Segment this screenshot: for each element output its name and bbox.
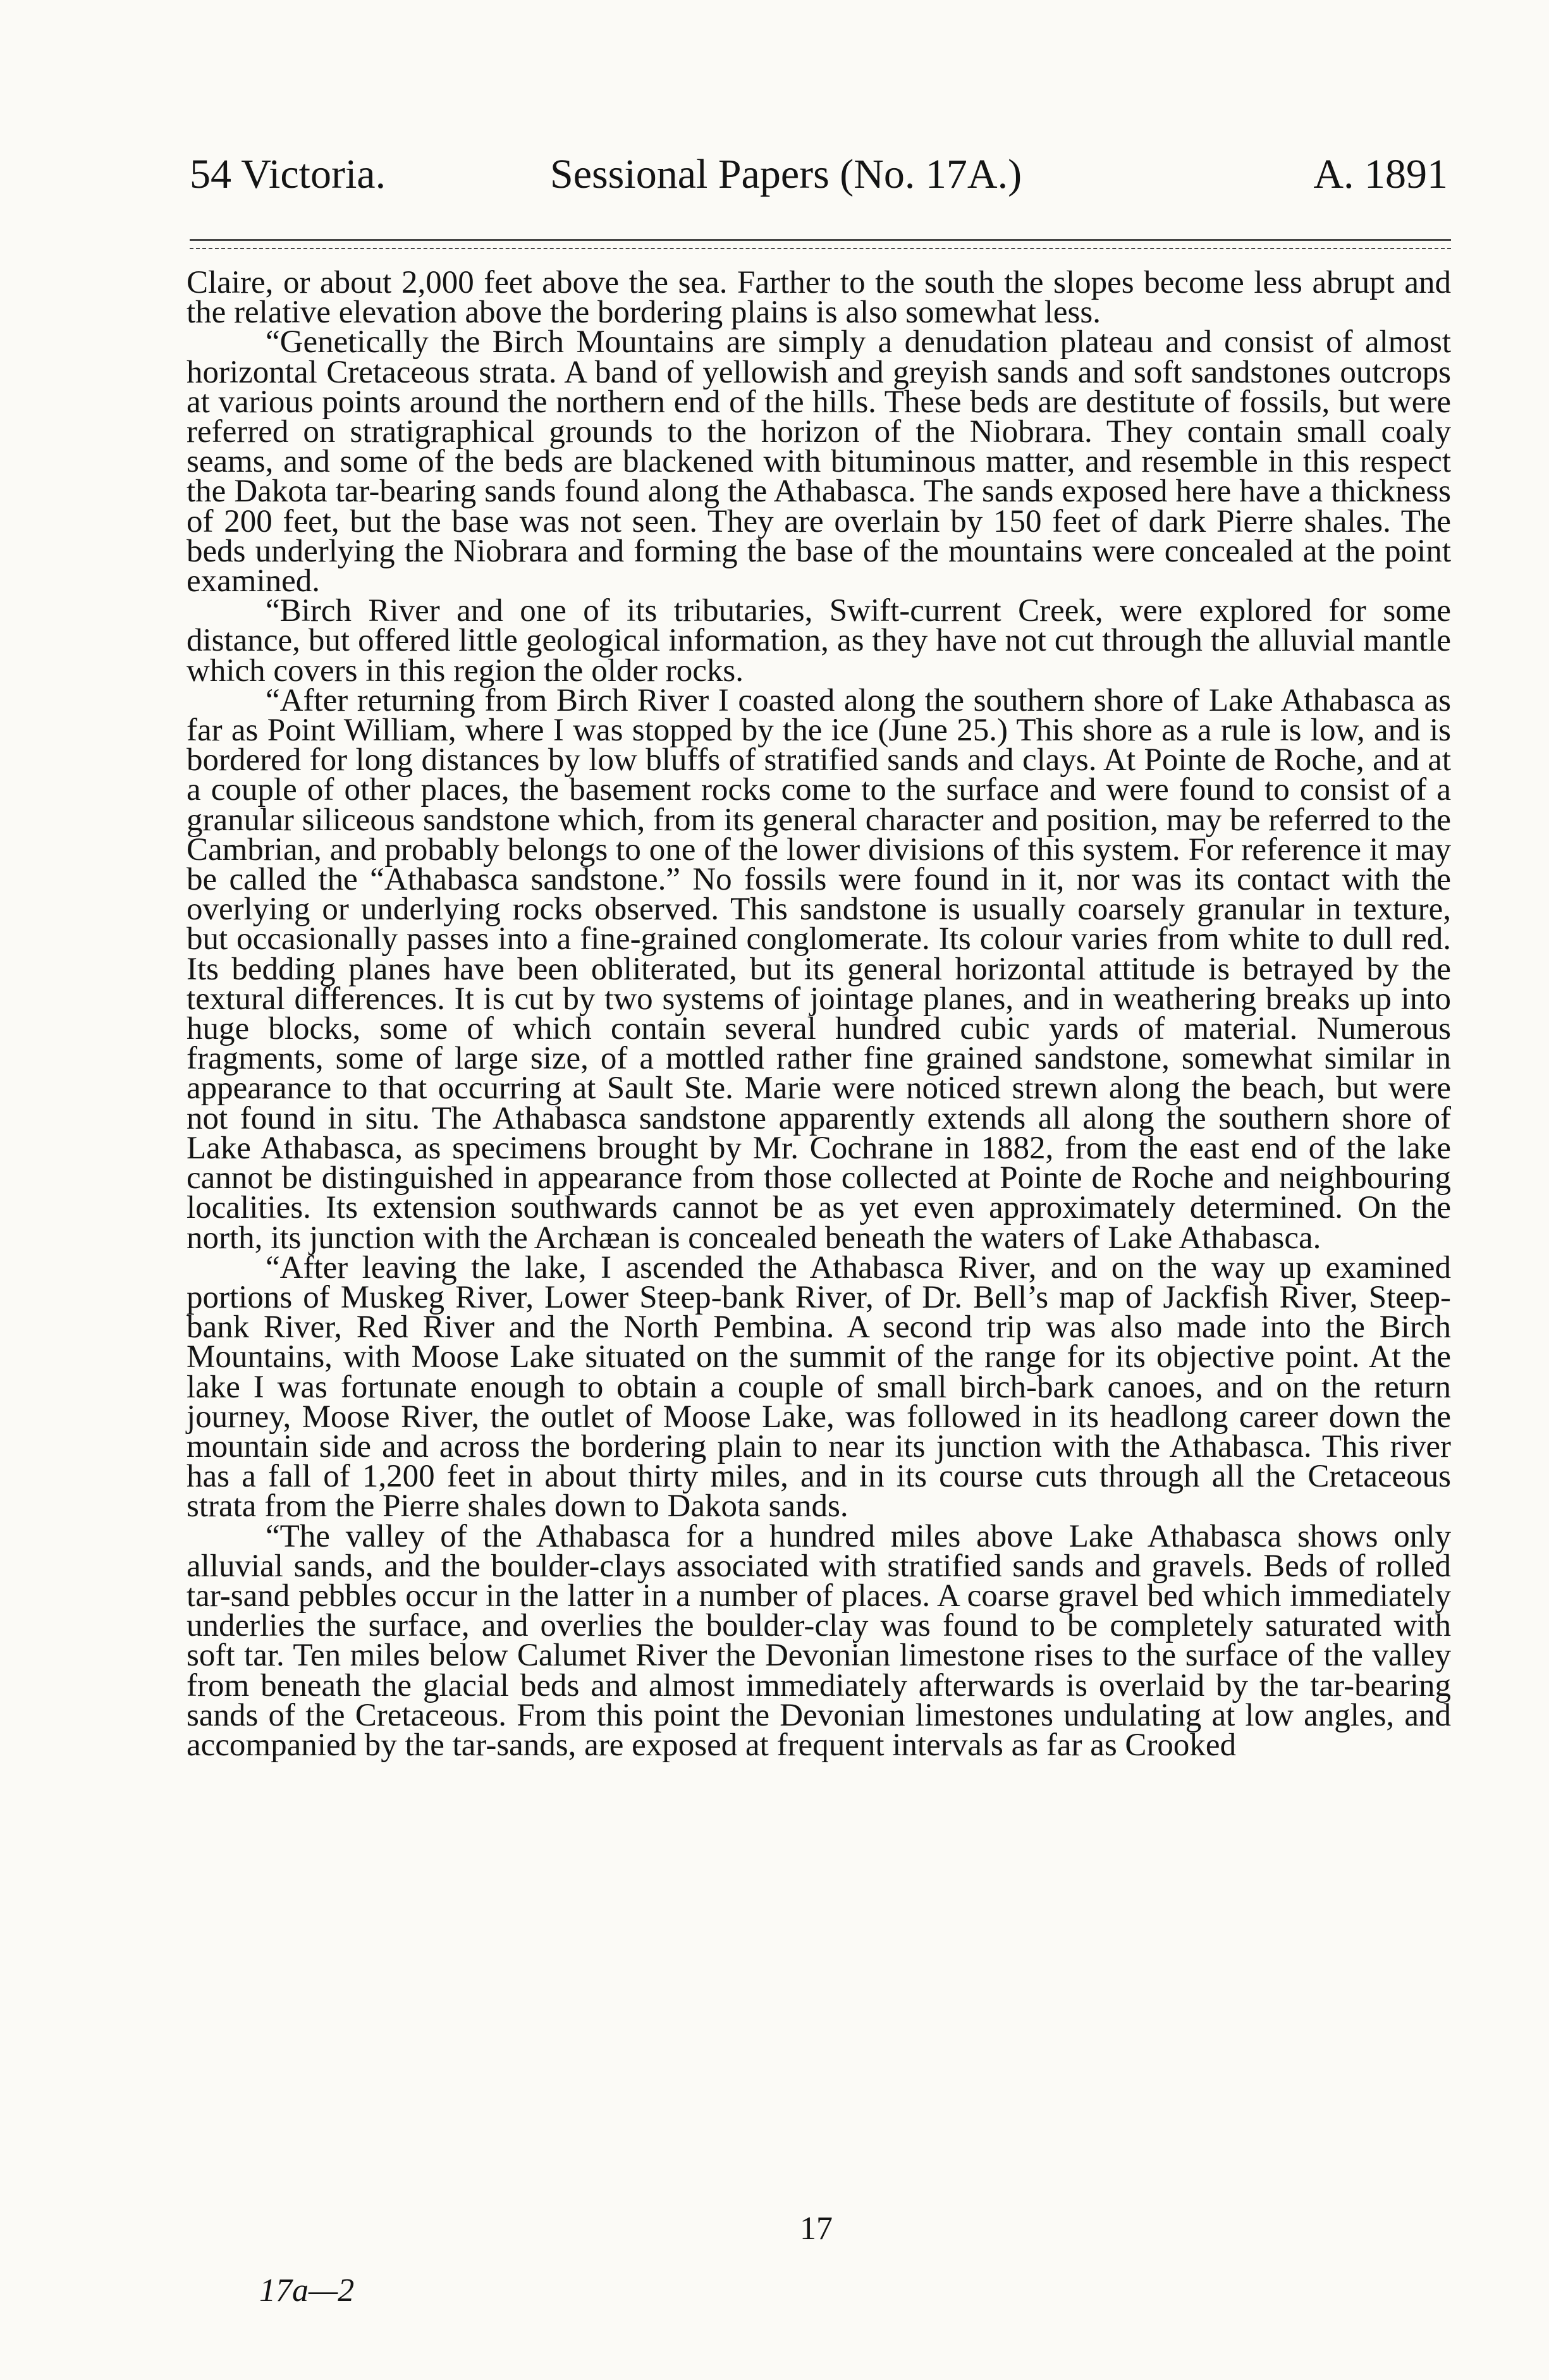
header-rule-dashed xyxy=(190,248,1451,249)
header-volume: 54 Victoria. xyxy=(190,151,386,197)
signature-mark: 17a—2 xyxy=(259,2273,355,2309)
page-header xyxy=(183,132,1454,207)
paragraph: Claire, or about 2,000 feet above the sea. Farther to the south the slopes become less abrupt and the relative elevation above the bordering plains is also somewhat less. xyxy=(187,265,1451,331)
paragraph: “Genetically the Birch Mountains are simply a denudation plateau and consist of almost horizontal Cretaceous strata. A band of yellowish and greyish sands and soft sandstones outcrops at various points around the northern end of the hills. These beds are destitute of fossils, but were referred on stratigraphical grounds to the horizon of the Niobrara. They contain small coaly seams, and some of the beds are blackened with bituminous matter, and resemble in this respect the Dakota tar-bearing sands found along the Athabasca. The sands exposed here have a thickness of 200 feet, but the base was not seen. They are overlain by 150 feet of dark Pierre shales. The beds underlying the Niobrara and forming the base of the mountains were concealed at the point examined. xyxy=(187,324,1451,599)
paragraph: “After leaving the lake, I ascended the Athabasca River, and on the way up examined portions of Muskeg River, Lower Steep-bank River, of Dr. Bell’s map of Jackfish River, Steep-bank River, Red River and the North Pembina. A second trip was also made into the Birch Mountains, with Moose Lake situated on the summit of the range for its objective point. At the lake I was fortunate enough to obtain a couple of small birch-bark canoes, and on the return journey, Moose River, the outlet of Moose Lake, was followed in its headlong career down the mountain side and across the bordering plain to near its junction with the Athabasca. This river has a fall of 1,200 feet in about thirty miles, and in its course cuts through all the Cretaceous strata from the Pierre shales down to Dakota sands. xyxy=(187,1249,1451,1524)
paragraph: “The valley of the Athabasca for a hundred miles above Lake Athabasca shows only alluvial sands, and the boulder-clays associated with stratified sands and gravels. Beds of rolled tar-sand pebbles occur in the latter in a number of places. A coarse gravel bed which immediately underlies the surface, and overlies the boulder-clay was found to be completely saturated with soft tar. Ten miles below Calumet River the Devonian limestone rises to the surface of the valley from beneath the glacial beds and almost immediately afterwards is overlaid by the tar-bearing sands of the Cretaceous. From this point the Devonian limestones undulating at low angles, and accompanied by the tar-sands, are exposed at frequent intervals as far as Crooked xyxy=(187,1518,1451,1763)
header-rule xyxy=(190,239,1451,241)
header-series: Sessional Papers (No. 17A.) xyxy=(550,151,1022,197)
paragraph: “After returning from Birch River I coasted along the southern shore of Lake Athabasca as far as Point William, where I was stopped by the ice (June 25.) This shore as a rule is low, and is bordered for long distances by low bluffs of stratified sands and clays. At Pointe de Roche, and at a couple of other places, the basement rocks come to the surface and were found to consist of a granular siliceous sandstone which, from its general character and position, may be referred to the Cambrian, and probably belongs to one of the lower divisions of this system. For reference it may be called the “Athabasca sandstone.” No fossils were found in it, nor was its contact with the overlying or underlying rocks observed. This sandstone is usually coarsely granular in texture, but occasionally passes into a fine-grained conglomerate. Its colour varies from white to dull red. Its bedding planes have been obliterated, but its general horizontal attitude is betrayed by the textural differences. It is cut by two systems of jointage planes, and in weathering breaks up into huge blocks, some of which contain several hundred cubic yards of material. Numerous fragments, some of large size, of a mottled rather fine grained sandstone, somewhat similar in appearance to that occurring at Sault Ste. Marie were noticed strewn along the beach, but were not found in situ. The Athabasca sandstone apparently extends all along the southern shore of Lake Athabasca, as specimens brought by Mr. Cochrane in 1882, from the east end of the lake cannot be distinguished in appearance from those collected at Pointe de Roche and neighbouring localities. Its extension southwards cannot be as yet even approximately determined. On the north, its junction with the Archæan is concealed beneath the waters of Lake Athabasca. xyxy=(187,682,1451,1256)
body-text xyxy=(187,265,1451,2209)
paragraph: “Birch River and one of its tributaries, Swift-current Creek, were explored for some distance, but offered little geological information, as they have not cut through the alluvial mantle which covers in this region the older rocks. xyxy=(187,593,1451,689)
page-number: 17 xyxy=(800,2211,833,2247)
header-year: A. 1891 xyxy=(1313,151,1448,197)
